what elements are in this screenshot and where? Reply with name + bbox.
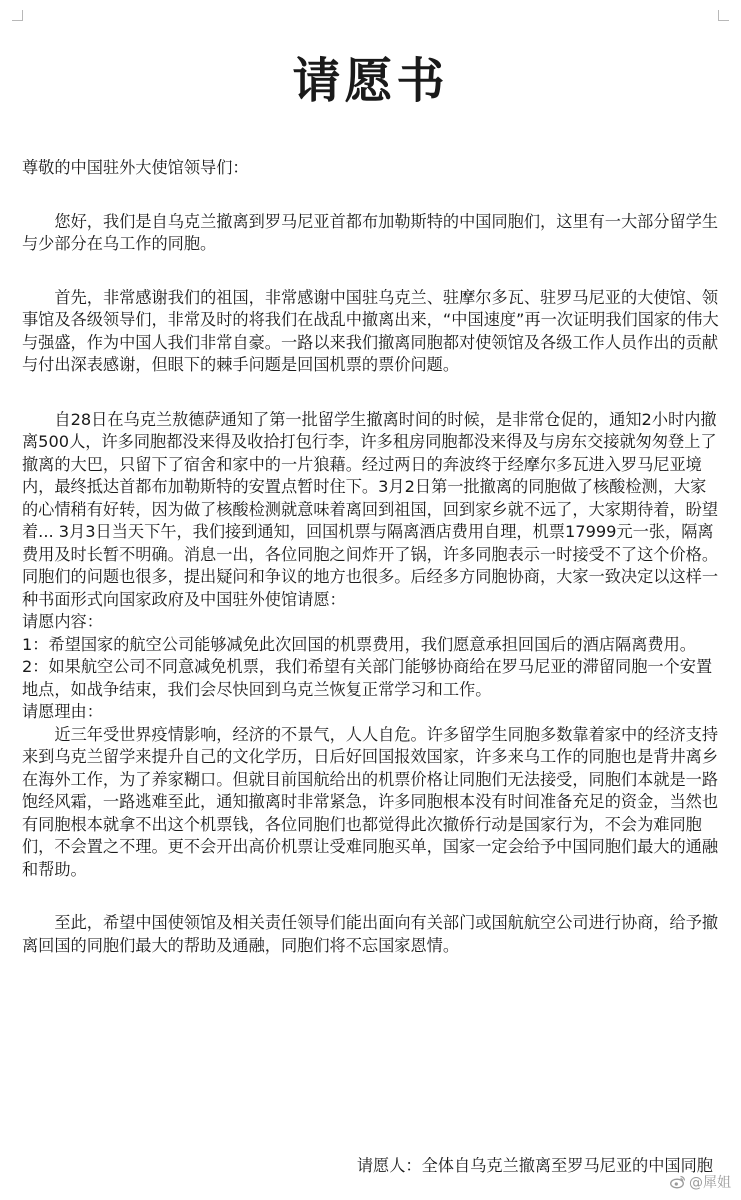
- content-heading: 请愿内容：: [22, 612, 103, 631]
- document-title: 请愿书: [292, 53, 449, 109]
- paragraph-thanks: 首先，非常感谢我们的祖国，非常感谢中国驻乌克兰、驻摩尔多瓦、驻罗马尼亚的大使馆、领事馆及各级领导们，非常及时的将我们在战乱中撤离出来，“中国速度”再一次证明我们国家的伟大与强盛，作为中国人我们非常自豪。一路以来我们撤离同胞都对使领馆及各级工作人员作出的贡献与付出深表感谢，但眼下的棘手问题是回国机票的票价问题。: [22, 287, 719, 374]
- crop-mark-top-right: [718, 10, 729, 21]
- paragraph-story: 自28日在乌克兰敖德萨通知了第一批留学生撤离时间的时候，是非常仓促的，通知2小时内撤离500人，许多同胞都没来得及收拾打包行李，许多租房同胞都没来得及与房东交接就匆匆登上了撤离的大巴，只留下了宿舍和家中的一片狼藉。经过两日的奔波终于经摩尔多瓦进入罗马尼亚境内，最终抵达首都布加勒斯特的安置点暂时住下。3月2日第一批撤离的同胞做了核酸检测，大家的心情稍有好转，因为做了核酸检测就意味着离回到祖国，回到家乡就不远了，大家期待着，盼望着... 3月3日当天下午，我们接到通知，回国机票与隔离酒店费用自理，机票17999元一张，隔离费用及时长暂不明确。消息一出，各位同胞之间炸开了锅，许多同胞表示一时接受不了这个价格。同胞们的问题也很多，提出疑问和争议的地方也很多。后经多方同胞协商，大家一致决定以这样一种书面形式向国家政府及中国驻外使馆请愿：: [22, 409, 719, 609]
- paragraph-closing: 至此，希望中国使领馆及相关责任领导们能出面向有关部门或国航航空公司进行协商，给予撤离回国的同胞们最大的帮助及通融，同胞们将不忘国家恩情。: [22, 913, 719, 955]
- request-item-1: 1：希望国家的航空公司能够减免此次回国的机票费用，我们愿意承担回国后的酒店隔离费用。: [22, 634, 696, 654]
- signature-line: 请愿人：全体自乌克兰撤离至罗马尼亚的中国同胞: [356, 1156, 713, 1175]
- document-body: [22, 157, 722, 957]
- request-item-2: 2：如果航空公司不同意减免机票，我们希望有关部门能够协商给在罗马尼亚的滞留同胞一个安置地点，如战争结束，我们会尽快回到乌克兰恢复正常学习和工作。: [22, 657, 713, 699]
- crop-mark-top-left: [12, 10, 23, 21]
- paragraph-intro: 您好，我们是自乌克兰撤离到罗马尼亚首都布加勒斯特的中国同胞们，这里有一大部分留学生与少部分在乌工作的同胞。: [22, 211, 719, 253]
- salutation: 尊敬的中国驻外大使馆领导们：: [22, 158, 249, 177]
- watermark-text: @犀姐: [689, 1175, 731, 1191]
- weibo-icon: [670, 1175, 686, 1189]
- reason-heading: 请愿理由：: [22, 702, 103, 721]
- paragraph-reason: 近三年受世界疫情影响，经济的不景气，人人自危。许多留学生同胞多数靠着家中的经济支持来到乌克兰留学来提升自己的文化学历，日后好回国报效国家，许多来乌工作的同胞也是背井离乡在海外工作，为了养家糊口。但就目前国航给出的机票价格让同胞们无法接受，同胞们本就是一路饱经风霜，一路逃难至此，通知撤离时非常紧急，许多同胞根本没有时间准备充足的资金，当然也有同胞根本就拿不出这个机票钱，各位同胞们也都觉得此次撤侨行动是国家行为，不会为难同胞们，不会置之不理。更不会开出高价机票让受难同胞买单，国家一定会给予中国同胞们最大的通融和帮助。: [22, 724, 719, 879]
- weibo-watermark: [670, 1172, 731, 1192]
